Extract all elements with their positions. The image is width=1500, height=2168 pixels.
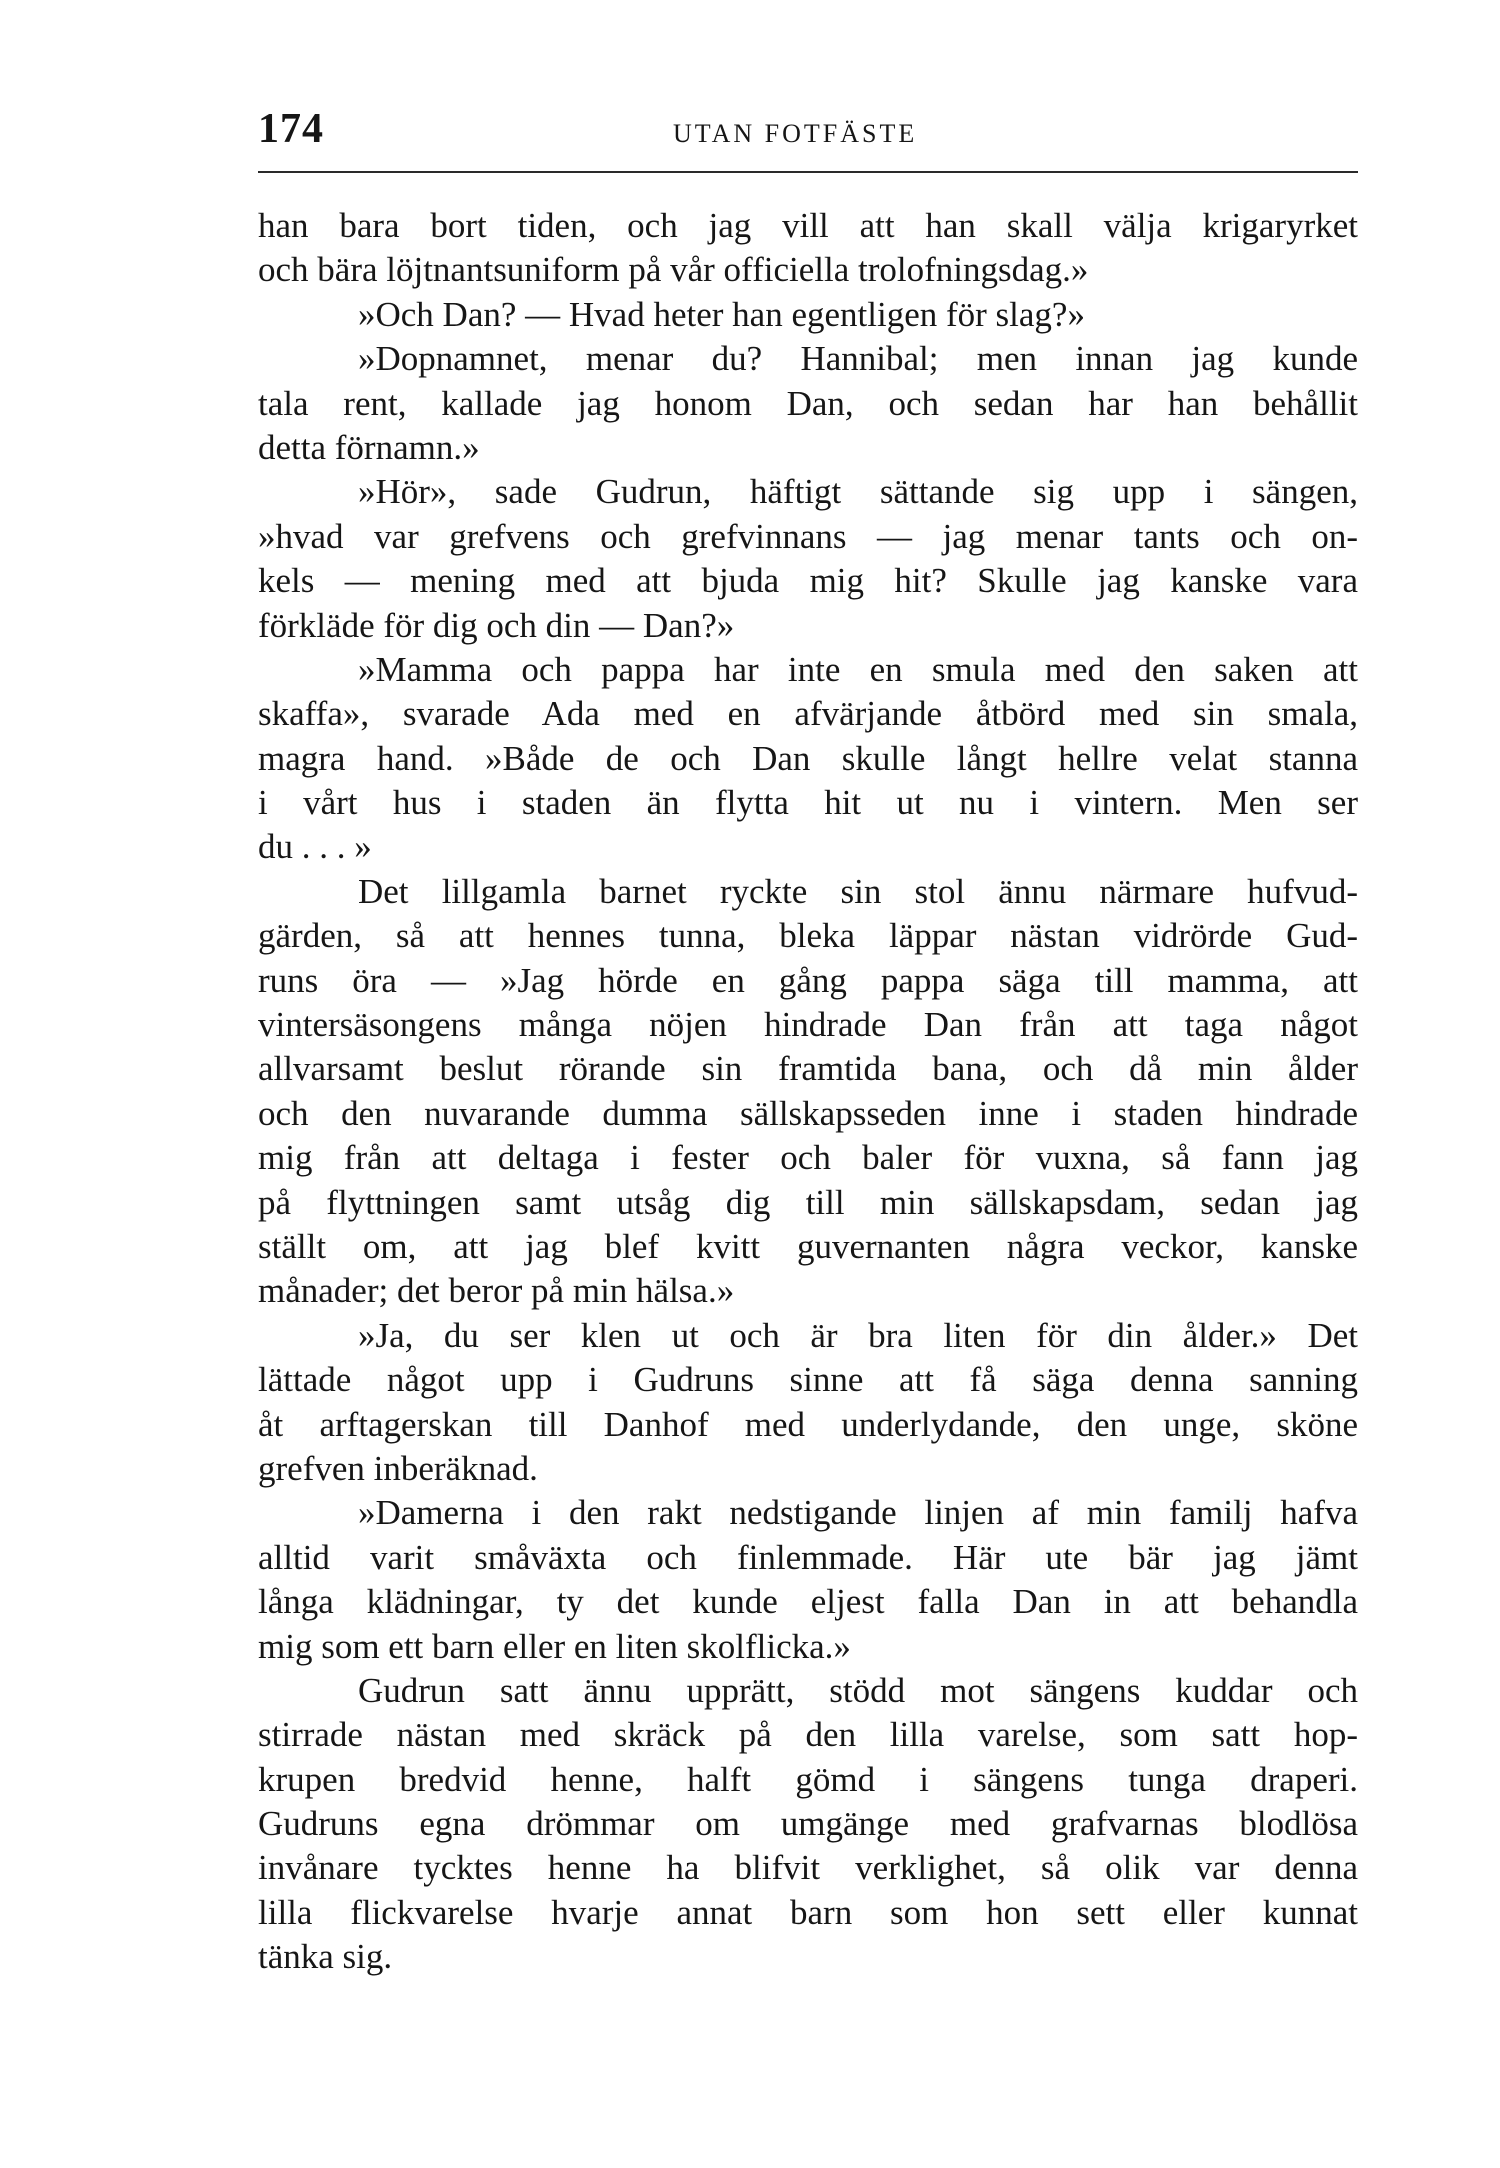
page-number: 174 <box>258 106 324 152</box>
text-line: »Och Dan? — Hvad heter han egentligen för slag?» <box>358 294 1085 334</box>
text-line: »hvad var grefvens och grefvinnans — jag menar tants och on- <box>258 516 1358 556</box>
text-line: långa klädningar, ty det kunde eljest falla Dan in att behandla <box>258 1582 1358 1622</box>
header-rule <box>258 171 1358 173</box>
text-line: tänka sig. <box>258 1937 393 1977</box>
text-line: kels — mening med att bjuda mig hit? Skulle jag kanske vara <box>258 561 1358 601</box>
text-line: »Damerna i den rakt nedstigande linjen af min familj hafva <box>358 1493 1358 1533</box>
text-line: du . . . » <box>258 827 372 867</box>
text-line: tala rent, kallade jag honom Dan, och sedan har han behållit <box>258 383 1358 423</box>
text-line: mig från att deltaga i fester och baler för vuxna, så fann jag <box>258 1138 1358 1178</box>
text-line: han bara bort tiden, och jag vill att han skall välja krigaryrket <box>258 206 1358 245</box>
text-line: »Hör», sade Gudrun, häftigt sättande sig upp i sängen, <box>358 472 1358 512</box>
text-line: i vårt hus i staden än flytta hit ut nu i vintern. Men ser <box>258 783 1358 823</box>
text-line: detta förnamn.» <box>258 427 480 467</box>
text-line: ställt om, att jag blef kvitt guvernanten några veckor, kanske <box>258 1226 1358 1266</box>
text-line: alltid varit småväxta och finlemmade. Här ute bär jag jämt <box>258 1537 1358 1577</box>
text-line: månader; det beror på min hälsa.» <box>258 1271 735 1311</box>
text-line: och bära löjtnantsuniform på vår officiella trolofningsdag.» <box>258 250 1089 290</box>
text-line: lättade något upp i Gudruns sinne att få säga denna sanning <box>258 1360 1358 1400</box>
text-line: krupen bredvid henne, halft gömd i sängens tunga draperi. <box>258 1759 1358 1799</box>
text-line: och den nuvarande dumma sällskapsseden inne i staden hindrade <box>258 1093 1358 1133</box>
text-line: förkläde för dig och din — Dan?» <box>258 605 735 645</box>
text-line: Gudruns egna drömmar om umgänge med grafvarnas blodlösa <box>258 1804 1358 1844</box>
text-line: Det lillgamla barnet ryckte sin stol ännu närmare hufvud- <box>358 871 1358 911</box>
page-header <box>258 105 1358 165</box>
text-line: gärden, så att hennes tunna, bleka läppar nästan vidrörde Gud- <box>258 916 1358 956</box>
text-line: magra hand. »Både de och Dan skulle långt hellre velat stanna <box>258 738 1358 778</box>
text-line: »Dopnamnet, menar du? Hannibal; men innan jag kunde <box>358 339 1358 379</box>
running-title: UTAN FOTFÄSTE <box>673 119 918 148</box>
text-line: skaffa», svarade Ada med en afvärjande åtbörd med sin smala, <box>258 694 1358 734</box>
body-text <box>258 204 1358 1980</box>
text-line: åt arftagerskan till Danhof med underlydande, den unge, sköne <box>258 1404 1358 1444</box>
text-line: mig som ett barn eller en liten skolflicka.» <box>258 1626 851 1666</box>
text-line: »Mamma och pappa har inte en smula med den saken att <box>358 649 1358 689</box>
text-line: invånare tycktes henne ha blifvit verklighet, så olik var denna <box>258 1848 1358 1888</box>
text-line: runs öra — »Jag hörde en gång pappa säga till mamma, att <box>258 960 1358 1000</box>
text-line: stirrade nästan med skräck på den lilla varelse, som satt hop- <box>258 1715 1358 1755</box>
text-line: grefven inberäknad. <box>258 1448 538 1488</box>
text-line: Gudrun satt ännu upprätt, stödd mot sängens kuddar och <box>358 1670 1358 1710</box>
text-line: på flyttningen samt utsåg dig till min sällskapsdam, sedan jag <box>258 1182 1358 1222</box>
text-line: »Ja, du ser klen ut och är bra liten för din ålder.» Det <box>358 1315 1358 1355</box>
text-line: vintersäsongens många nöjen hindrade Dan från att taga något <box>258 1005 1358 1045</box>
text-line: lilla flickvarelse hvarje annat barn som hon sett eller kunnat <box>258 1892 1358 1932</box>
text-line: allvarsamt beslut rörande sin framtida bana, och då min ålder <box>258 1049 1358 1089</box>
